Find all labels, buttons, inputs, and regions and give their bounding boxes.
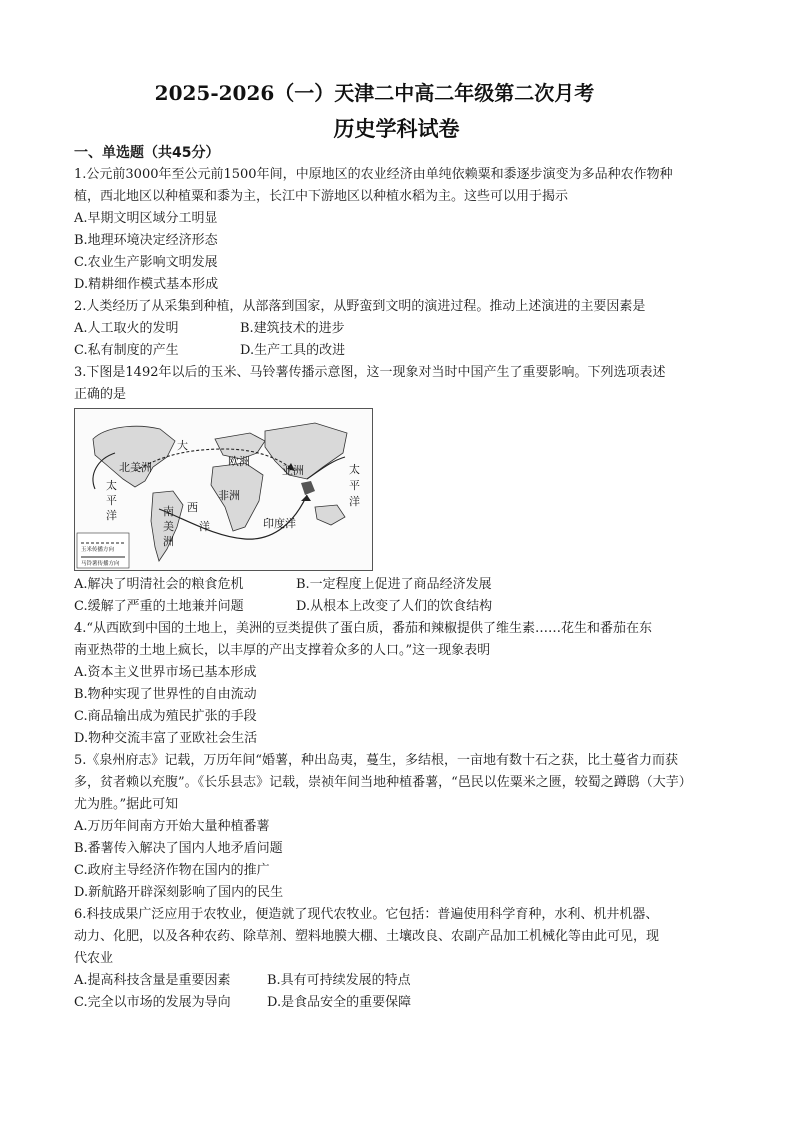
q2-option-b: B.建筑技术的进步 [240,321,345,336]
exam-subject: 历史学科试卷 [333,116,460,141]
exam-title [0,77,793,106]
q5-stem-line3: 尤为胜。”据此可知 [74,797,179,812]
label-africa: 非洲 [218,489,240,502]
label-south-2: 美 [163,520,174,533]
label-south-3: 洲 [163,535,174,548]
q6-option-d: D.是食品安全的重要保障 [267,995,412,1010]
q5-option-a: A.万历年间南方开始大量种植番薯 [74,819,270,834]
q3-option-b: B.一定程度上促进了商品经济发展 [296,577,492,592]
label-ping-left: 平 [106,494,117,507]
q3-stem-line2: 正确的是 [74,387,127,402]
q6-option-c: C.完全以市场的发展为导向 [74,995,231,1010]
q5-option-d: D.新航路开辟深刻影响了国内的民生 [74,885,284,900]
label-ping-right: 平 [349,479,360,492]
q3-option-a: A.解决了明清社会的粮食危机 [74,577,244,592]
asia-shape [265,423,347,479]
q4-option-b: B.物种实现了世界性的自由流动 [74,687,257,702]
world-map-figure [75,409,372,570]
label-yang-atlantic: 洋 [199,520,210,533]
label-indian-ocean: 印度洋 [263,517,296,530]
legend-corn-label: 玉米传播方向 [81,547,115,553]
section-heading: 一、单选题（共45分） [74,145,220,161]
q1-option-d: D.精耕细作模式基本形成 [74,277,219,292]
islands-shape [301,481,315,495]
label-tai-right: 太 [349,463,360,476]
q2-option-d: D.生产工具的改进 [240,343,346,358]
q4-stem-line2: 南亚热带的土地上疯长，以丰厚的产出支撑着众多的人口。”这一现象表明 [74,643,491,658]
q6-option-a: A.提高科技含量是重要因素 [74,973,231,988]
label-yang-left: 洋 [106,509,117,522]
q3-option-c: C.缓解了严重的土地兼并问题 [74,599,244,614]
q6-stem-line1: 6.科技成果广泛应用于农牧业，便造就了现代农牧业。它包括：普遍使用科学育种，水利、机井机器、 [74,907,659,922]
label-south-1: 南 [163,505,174,518]
q5-option-c: C.政府主导经济作物在国内的推广 [74,863,270,878]
q3-option-d: D.从根本上改变了人们的饮食结构 [296,599,493,614]
q1-stem-line1: 1.公元前3000年至公元前1500年间，中原地区的农业经济由单纯依赖粟和黍逐步演变为多品种农作物种 [74,167,673,182]
q4-option-a: A.资本主义世界市场已基本形成 [74,665,257,680]
q4-option-c: C.商品输出成为殖民扩张的手段 [74,709,257,724]
q3-stem-line1: 3.下图是1492年以后的玉米、马铃薯传播示意图，这一现象对当时中国产生了重要影响。下列选项表述 [74,365,666,380]
q5-option-b: B.番薯传入解决了国内人地矛盾问题 [74,841,283,856]
q6-stem-line3: 代农业 [74,951,114,966]
q5-stem-line1: 5.《泉州府志》记载，万历年间“婚薯，种出岛夷，蔓生，多结根，一亩地有数十石之获，比土蔓省力而获 [74,753,679,768]
q4-option-d: D.物种交流丰富了亚欧社会生活 [74,731,258,746]
q2-stem-line1: 2.人类经历了从采集到种植，从部落到国家，从野蛮到文明的演进过程。推动上述演进的主要因素是 [74,299,646,314]
label-xi: 西 [187,501,198,514]
label-da: 大 [177,439,188,452]
q2-option-c: C.私有制度的产生 [74,343,179,358]
label-asia: 亚洲 [282,464,304,477]
label-tai-left: 太 [106,479,117,492]
exam-title-text: 2025-2026（一）天津二中高二年级第二次月考 [154,81,595,105]
legend-potato-label: 马铃薯传播方向 [81,561,120,567]
oceania-shape [315,505,345,525]
q2-option-a: A.人工取火的发明 [74,321,179,336]
north-america-shape [93,426,175,487]
q1-option-c: C.农业生产影响文明发展 [74,255,218,270]
q1-option-b: B.地理环境决定经济形态 [74,233,218,248]
label-yang-right: 洋 [349,495,360,508]
q4-stem-line1: 4.“从西欧到中国的土地上，美洲的豆类提供了蛋白质，番茄和辣椒提供了维生素……花生和番茄在东 [74,621,653,636]
crop-spread-map [74,408,373,571]
q6-option-b: B.具有可持续发展的特点 [267,973,411,988]
q5-stem-line2: 多，贫者赖以充腹”。《长乐县志》记载，崇祯年间当地种植番薯，“邑民以佐粟米之匮，较蜀之蹲鸱（大芋） [74,775,692,790]
label-europe: 欧洲 [228,455,250,468]
q1-stem-line2: 植，西北地区以种植粟和黍为主，长江中下游地区以种植水稻为主。这些可以用于揭示 [74,189,569,204]
label-north-america: 北美洲 [119,461,152,474]
q1-option-a: A.早期文明区域分工明显 [74,211,218,226]
q6-stem-line2: 动力、化肥，以及各种农药、除草剂、塑料地膜大棚、土壤改良、农副产品加工机械化等由此可见，现 [74,929,660,944]
